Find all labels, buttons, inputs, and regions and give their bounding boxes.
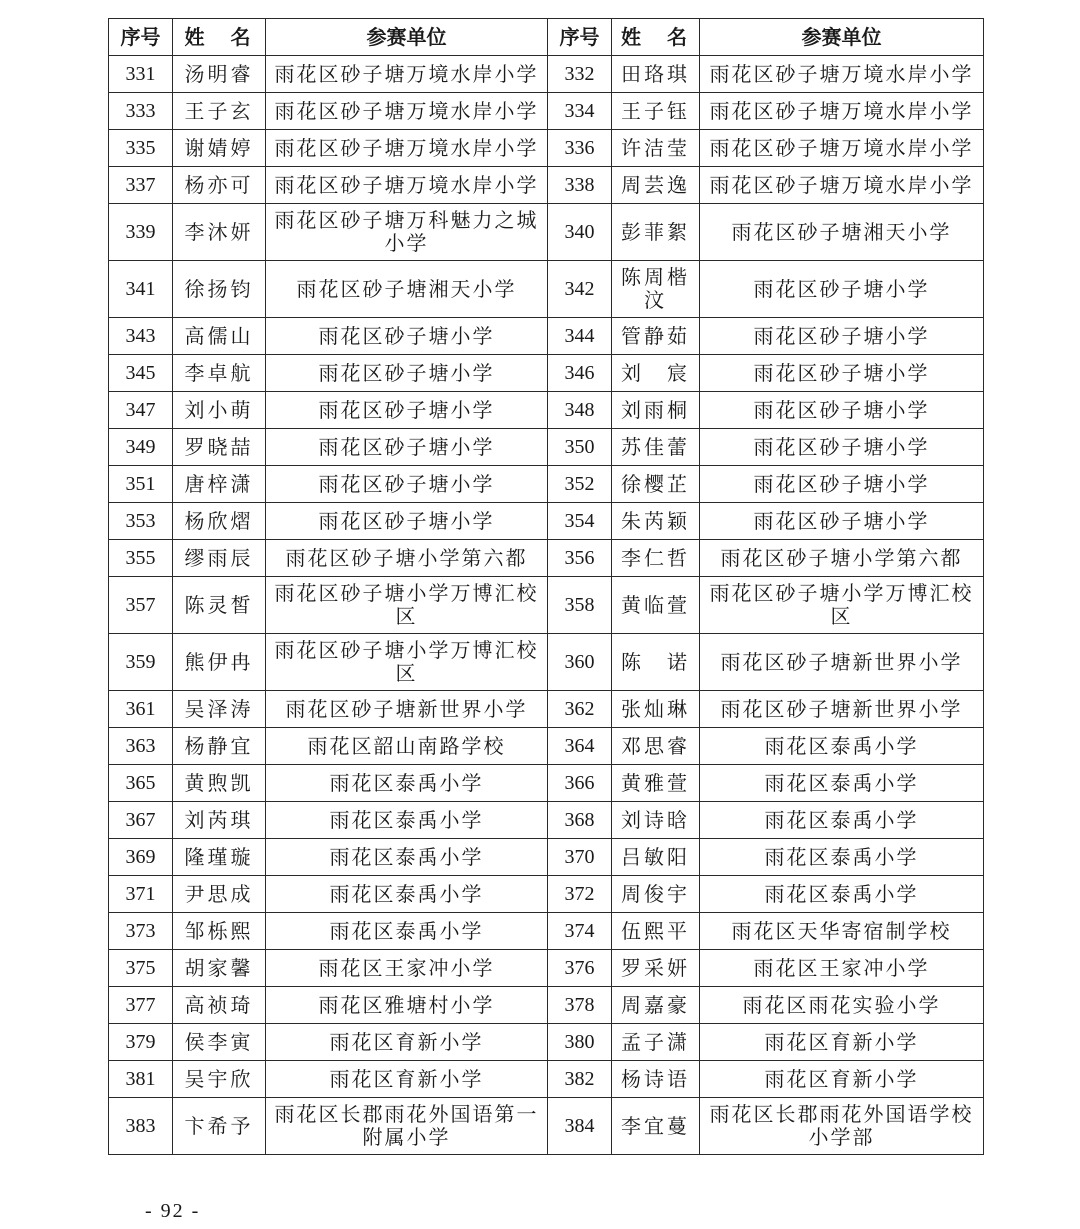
seq-cell: 375 [109,950,173,987]
unit-cell: 雨花区砂子塘万境水岸小学 [700,93,984,130]
name-cell: 周嘉豪 [612,987,700,1024]
table-row [109,950,984,987]
seq-cell: 354 [548,503,612,540]
unit-cell: 雨花区砂子塘新世界小学 [700,634,984,691]
table-row [109,204,984,261]
unit-cell: 雨花区砂子塘小学 [266,466,548,503]
name-cell: 黄煦凯 [173,765,266,802]
header-unit-right: 参赛单位 [700,19,984,56]
unit-cell: 雨花区砂子塘万科魅力之城小学 [266,204,548,261]
name-cell: 周芸逸 [612,167,700,204]
seq-cell: 341 [109,261,173,318]
seq-cell: 340 [548,204,612,261]
seq-cell: 334 [548,93,612,130]
unit-cell: 雨花区育新小学 [700,1024,984,1061]
name-cell: 缪雨辰 [173,540,266,577]
unit-cell: 雨花区泰禹小学 [266,765,548,802]
seq-cell: 367 [109,802,173,839]
name-cell: 刘芮琪 [173,802,266,839]
name-cell: 罗晓喆 [173,429,266,466]
table-row [109,1061,984,1098]
name-cell: 李宜蔓 [612,1098,700,1155]
seq-cell: 349 [109,429,173,466]
seq-cell: 352 [548,466,612,503]
seq-cell: 378 [548,987,612,1024]
unit-cell: 雨花区泰禹小学 [266,839,548,876]
name-cell: 唐梓潇 [173,466,266,503]
name-cell: 尹思成 [173,876,266,913]
unit-cell: 雨花区砂子塘小学 [266,392,548,429]
unit-cell: 雨花区泰禹小学 [700,728,984,765]
name-cell: 熊伊冉 [173,634,266,691]
unit-cell: 雨花区砂子塘小学万博汇校区 [266,634,548,691]
name-cell: 刘小萌 [173,392,266,429]
name-cell: 管静茹 [612,318,700,355]
unit-cell: 雨花区砂子塘小学 [700,429,984,466]
table-row [109,1098,984,1155]
name-cell: 周俊宇 [612,876,700,913]
seq-cell: 337 [109,167,173,204]
unit-cell: 雨花区雨花实验小学 [700,987,984,1024]
header-unit-left: 参赛单位 [266,19,548,56]
seq-cell: 366 [548,765,612,802]
seq-cell: 362 [548,691,612,728]
name-cell: 陈周楷汶 [612,261,700,318]
table-row [109,392,984,429]
table-row [109,913,984,950]
table-row [109,728,984,765]
seq-cell: 372 [548,876,612,913]
unit-cell: 雨花区雅塘村小学 [266,987,548,1024]
unit-cell: 雨花区泰禹小学 [700,765,984,802]
seq-cell: 384 [548,1098,612,1155]
seq-cell: 333 [109,93,173,130]
header-name-left: 姓 名 [173,19,266,56]
table-row [109,987,984,1024]
unit-cell: 雨花区泰禹小学 [700,802,984,839]
page-number: - 92 - [145,1200,201,1222]
seq-cell: 339 [109,204,173,261]
seq-cell: 356 [548,540,612,577]
table-row [109,802,984,839]
name-cell: 汤明睿 [173,56,266,93]
seq-cell: 368 [548,802,612,839]
table-row [109,56,984,93]
seq-cell: 331 [109,56,173,93]
seq-cell: 347 [109,392,173,429]
unit-cell: 雨花区砂子塘小学 [266,503,548,540]
unit-cell: 雨花区砂子塘小学 [700,355,984,392]
unit-cell: 雨花区泰禹小学 [700,839,984,876]
unit-cell: 雨花区砂子塘小学 [266,355,548,392]
seq-cell: 370 [548,839,612,876]
table-row [109,876,984,913]
table-row [109,167,984,204]
unit-cell: 雨花区育新小学 [266,1061,548,1098]
seq-cell: 332 [548,56,612,93]
unit-cell: 雨花区砂子塘小学 [266,429,548,466]
name-cell: 胡家馨 [173,950,266,987]
name-cell: 徐扬钧 [173,261,266,318]
seq-cell: 361 [109,691,173,728]
table-row [109,691,984,728]
seq-cell: 364 [548,728,612,765]
seq-cell: 342 [548,261,612,318]
seq-cell: 358 [548,577,612,634]
name-cell: 刘雨桐 [612,392,700,429]
seq-cell: 355 [109,540,173,577]
unit-cell: 雨花区砂子塘湘天小学 [266,261,548,318]
name-cell: 徐樱芷 [612,466,700,503]
seq-cell: 359 [109,634,173,691]
header-seq-left: 序号 [109,19,173,56]
name-cell: 李卓航 [173,355,266,392]
seq-cell: 363 [109,728,173,765]
name-cell: 高儒山 [173,318,266,355]
table-row [109,355,984,392]
name-cell: 高祯琦 [173,987,266,1024]
unit-cell: 雨花区育新小学 [700,1061,984,1098]
name-cell: 谢婧婷 [173,130,266,167]
unit-cell: 雨花区砂子塘小学 [266,318,548,355]
name-cell: 伍熙平 [612,913,700,950]
table-row [109,93,984,130]
seq-cell: 379 [109,1024,173,1061]
name-cell: 彭菲絮 [612,204,700,261]
unit-cell: 雨花区砂子塘万境水岸小学 [266,93,548,130]
name-cell: 吴泽涛 [173,691,266,728]
seq-cell: 350 [548,429,612,466]
unit-cell: 雨花区砂子塘小学 [700,466,984,503]
name-cell: 杨欣熠 [173,503,266,540]
unit-cell: 雨花区砂子塘小学万博汇校区 [266,577,548,634]
unit-cell: 雨花区砂子塘小学万博汇校区 [700,577,984,634]
seq-cell: 381 [109,1061,173,1098]
table-row [109,318,984,355]
table-row [109,429,984,466]
unit-cell: 雨花区砂子塘万境水岸小学 [266,167,548,204]
name-cell: 黄雅萱 [612,765,700,802]
name-cell: 邓思睿 [612,728,700,765]
seq-cell: 377 [109,987,173,1024]
name-cell: 李沐妍 [173,204,266,261]
unit-cell: 雨花区砂子塘湘天小学 [700,204,984,261]
unit-cell: 雨花区泰禹小学 [700,876,984,913]
seq-cell: 345 [109,355,173,392]
table-row [109,1024,984,1061]
name-cell: 刘诗晗 [612,802,700,839]
unit-cell: 雨花区砂子塘小学 [700,392,984,429]
name-cell: 王子玄 [173,93,266,130]
unit-cell: 雨花区砂子塘小学第六都 [266,540,548,577]
name-cell: 杨诗语 [612,1061,700,1098]
seq-cell: 382 [548,1061,612,1098]
unit-cell: 雨花区砂子塘小学第六都 [700,540,984,577]
header-seq-right: 序号 [548,19,612,56]
unit-cell: 雨花区长郡雨花外国语学校小学部 [700,1098,984,1155]
unit-cell: 雨花区韶山南路学校 [266,728,548,765]
unit-cell: 雨花区长郡雨花外国语第一附属小学 [266,1098,548,1155]
table-row [109,130,984,167]
unit-cell: 雨花区泰禹小学 [266,913,548,950]
unit-cell: 雨花区砂子塘万境水岸小学 [700,56,984,93]
seq-cell: 335 [109,130,173,167]
seq-cell: 351 [109,466,173,503]
seq-cell: 357 [109,577,173,634]
seq-cell: 380 [548,1024,612,1061]
table-row [109,503,984,540]
name-cell: 王子钰 [612,93,700,130]
name-cell: 隆瑾璇 [173,839,266,876]
seq-cell: 344 [548,318,612,355]
seq-cell: 376 [548,950,612,987]
table-row [109,540,984,577]
seq-cell: 338 [548,167,612,204]
name-cell: 陈灵皙 [173,577,266,634]
name-cell: 卞希予 [173,1098,266,1155]
name-cell: 朱芮颖 [612,503,700,540]
seq-cell: 369 [109,839,173,876]
unit-cell: 雨花区砂子塘万境水岸小学 [266,56,548,93]
unit-cell: 雨花区砂子塘新世界小学 [266,691,548,728]
unit-cell: 雨花区泰禹小学 [266,876,548,913]
table-row [109,634,984,691]
name-cell: 邹栎熙 [173,913,266,950]
table-row [109,839,984,876]
table-row [109,765,984,802]
name-cell: 张灿琳 [612,691,700,728]
seq-cell: 346 [548,355,612,392]
header-name-right: 姓 名 [612,19,700,56]
name-cell: 黄临萱 [612,577,700,634]
seq-cell: 374 [548,913,612,950]
seq-cell: 365 [109,765,173,802]
unit-cell: 雨花区砂子塘小学 [700,261,984,318]
unit-cell: 雨花区砂子塘小学 [700,318,984,355]
name-cell: 田珞琪 [612,56,700,93]
seq-cell: 353 [109,503,173,540]
name-cell: 苏佳蕾 [612,429,700,466]
seq-cell: 383 [109,1098,173,1155]
table-row [109,577,984,634]
seq-cell: 371 [109,876,173,913]
name-cell: 侯李寅 [173,1024,266,1061]
seq-cell: 348 [548,392,612,429]
name-cell: 许洁莹 [612,130,700,167]
table-row [109,261,984,318]
seq-cell: 360 [548,634,612,691]
unit-cell: 雨花区砂子塘万境水岸小学 [700,167,984,204]
unit-cell: 雨花区砂子塘新世界小学 [700,691,984,728]
name-cell: 杨亦可 [173,167,266,204]
name-cell: 罗采妍 [612,950,700,987]
unit-cell: 雨花区育新小学 [266,1024,548,1061]
unit-cell: 雨花区砂子塘万境水岸小学 [700,130,984,167]
unit-cell: 雨花区王家冲小学 [700,950,984,987]
name-cell: 吕敏阳 [612,839,700,876]
unit-cell: 雨花区砂子塘万境水岸小学 [266,130,548,167]
table-body [109,56,984,1155]
name-cell: 李仁哲 [612,540,700,577]
name-cell: 杨静宜 [173,728,266,765]
unit-cell: 雨花区砂子塘小学 [700,503,984,540]
name-cell: 孟子潇 [612,1024,700,1061]
participant-table [108,18,984,1155]
unit-cell: 雨花区王家冲小学 [266,950,548,987]
table-header-row [109,19,984,56]
seq-cell: 343 [109,318,173,355]
table-row [109,466,984,503]
seq-cell: 373 [109,913,173,950]
name-cell: 刘 宸 [612,355,700,392]
seq-cell: 336 [548,130,612,167]
unit-cell: 雨花区天华寄宿制学校 [700,913,984,950]
unit-cell: 雨花区泰禹小学 [266,802,548,839]
name-cell: 陈 诺 [612,634,700,691]
name-cell: 吴宇欣 [173,1061,266,1098]
